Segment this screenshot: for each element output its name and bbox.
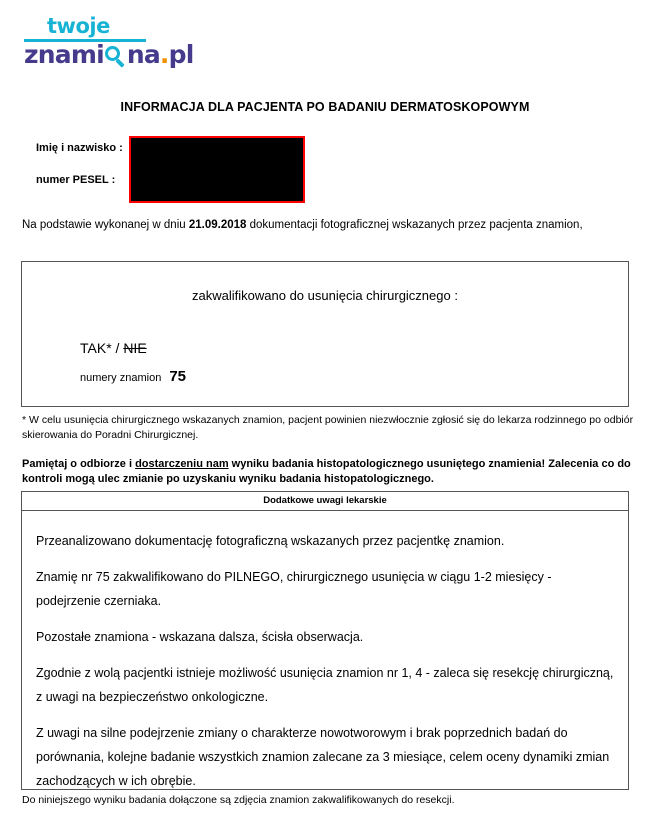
notes-section-body (21, 511, 629, 790)
note-paragraph: Pozostałe znamiona - wskazana dalsza, ścisła obserwacja. (36, 630, 364, 644)
page-title: INFORMACJA DLA PACJENTA PO BADANIU DERMATOSKOPOWYM (120, 100, 530, 114)
qualification-answer (80, 340, 147, 356)
logo-text-pl: pl (168, 40, 194, 69)
logo-text-na: na (126, 40, 160, 69)
intro-sentence (22, 219, 583, 231)
intro-text-before: Na podstawie wykonanej w dniu (22, 219, 189, 231)
answer-no-struck: NIE (123, 340, 147, 356)
redaction-box (129, 136, 305, 203)
answer-yes: TAK* (80, 340, 112, 356)
qualification-heading: zakwalifikowano do usunięcia chirurgicznego : (192, 288, 458, 303)
answer-separator: / (111, 340, 124, 356)
logo-text-twoje: twoje (47, 14, 110, 38)
mole-numbers-value: 75 (169, 368, 187, 385)
patient-name-label: Imię i nazwisko : (36, 142, 123, 154)
magnifier-q-icon (104, 42, 127, 67)
site-logo (24, 16, 204, 72)
logo-text-znamiona (24, 42, 194, 67)
note-paragraph: Z uwagi na silne podejrzenie zmiany o charakterze nowotworowym i brak poprzednich badań do porównania, kolejne badanie wszystkich znamion zalecane za 3 miesiące, celem oceny dynamiki zmian zachodzących w ich obrębie. (36, 726, 610, 788)
histopathology-reminder (22, 457, 636, 487)
mole-numbers-label: numery znamion (80, 372, 162, 384)
reminder-part-two: wyniku badania histopatologicznego usuniętego znamienia! Zalecenia co do kontroli mogą ulec zmianie po uzyskaniu wyniku badania histopatologicznego. (22, 458, 631, 485)
reminder-part-one: Pamiętaj o odbiorze i (22, 458, 136, 470)
note-paragraph: Zgodnie z wolą pacjentki istnieje możliwość usunięcia znamion nr 1, 4 - zaleca się resekcję chirurgiczną, z uwagi na bezpieczeństwo onkologiczne. (36, 666, 614, 704)
note-paragraph: Przeanalizowano dokumentację fotograficzną wskazanych przez pacjentkę znamion. (36, 534, 505, 548)
logo-text-znami: znami (24, 40, 104, 69)
attachments-note: Do niniejszego wyniku badania dołączone są zdjęcia znamion zakwalifikowanych do resekcji. (22, 794, 455, 806)
surgery-footnote: * W celu usunięcia chirurgicznego wskazanych znamion, pacjent powinien niezwłocznie zgłosić się do lekarza rodzinnego po odbiór skierowania do Poradni Chirurgicznej. (22, 414, 634, 441)
patient-pesel-label: numer PESEL : (36, 174, 116, 186)
patient-name-row (36, 141, 123, 173)
mole-numbers-row (80, 368, 186, 385)
notes-section-header: Dodatkowe uwagi lekarskie (21, 491, 629, 511)
patient-details (36, 141, 123, 205)
qualification-box (21, 261, 629, 407)
intro-text-after: dokumentacji fotograficznej wskazanych przez pacjenta znamion, (246, 219, 583, 231)
examination-date: 21.09.2018 (188, 219, 247, 231)
logo-text-dot: . (159, 40, 169, 69)
reminder-underlined-phrase: dostarczeniu nam (135, 458, 229, 470)
note-paragraph: Znamię nr 75 zakwalifikowano do PILNEGO, chirurgicznego usunięcia w ciągu 1-2 miesięcy - podejrzenie czerniaka. (36, 570, 552, 608)
patient-pesel-row (36, 173, 123, 205)
